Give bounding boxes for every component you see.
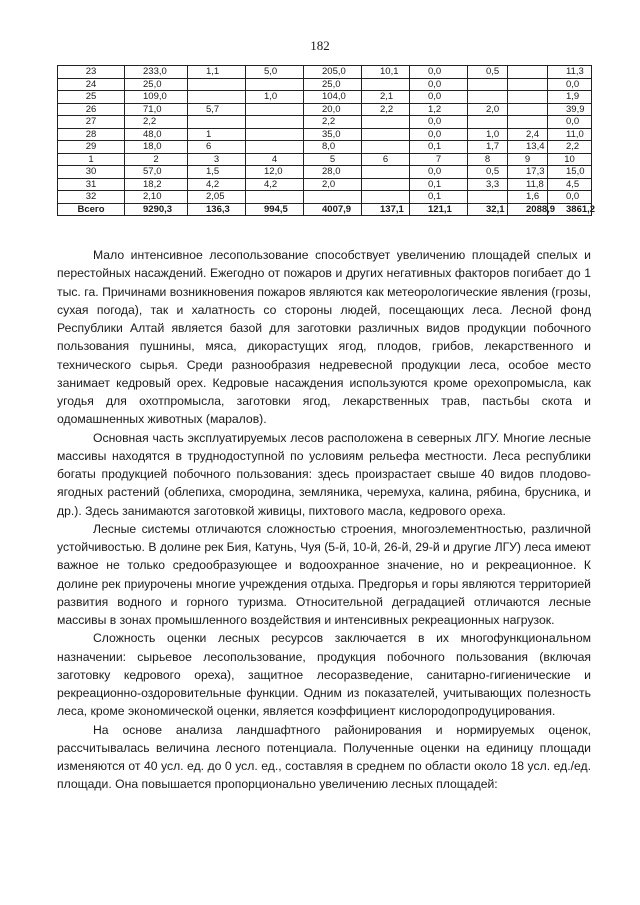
table-cell: 32 [58,191,125,204]
page-number: 182 [310,38,330,53]
table-cell: Всего [58,203,125,216]
table-cell: 0,1 [410,141,468,154]
table-cell: 6 [188,141,246,154]
table-cell [362,78,410,91]
table-cell: 3,3 [468,178,508,191]
table-row [58,178,592,191]
table-cell: 27 [58,116,125,129]
table-cell: 0,0 [548,78,592,91]
table-cell: 2,2 [125,116,188,129]
table-cell [508,78,548,91]
table-cell: 0,0 [410,66,468,79]
table-cell: 0,0 [410,91,468,104]
table-row [58,141,592,154]
table-cell: 0,1 [410,178,468,191]
table-cell: 11,8 [508,178,548,191]
table-cell [468,91,508,104]
paragraph: На основе анализа ландшафтного районирования и нормируемых оценок, рассчитывалась величина лесного потенциала. Полученные оценки на единицу площади изменяются от 40 усл. ед. до 0 усл. ед., составляя в среднем по области около 18 усл. ед./ед. площади. Она повышается пропорционально увеличению лесных площадей: [57,722,591,792]
table-cell: 4 [246,153,304,166]
table-cell: 0,0 [410,116,468,129]
table-cell [362,116,410,129]
table-cell [246,128,304,141]
table-cell: 137,1 [362,203,410,216]
table-cell: 8,0 [304,141,362,154]
table-row [58,66,592,79]
table-cell: 71,0 [125,103,188,116]
table-cell: 31 [58,178,125,191]
paragraph: Основная часть эксплуатируемых лесов расположена в северных ЛГУ. Многие лесные массивы находятся в труднодоступной по условиям рельефа местности. Леса республики богаты продукцией побочного пользования: здесь произрастает свыше 40 видов плодово-ягодных растений (облепиха, смородина, земляника, черемуха, калина, рябина, брусника, и др.). Здесь занимаются заготовкой живицы, пихтового масла, кедрового ореха. [57,430,591,518]
table-cell: 1,1 [188,66,246,79]
table-cell: 1,5 [188,166,246,179]
table-cell: 6 [362,153,410,166]
table-cell [188,78,246,91]
table-row [58,91,592,104]
table-cell: 1 [58,153,125,166]
table-cell: 11,3 [548,66,592,79]
table-cell: 4,2 [246,178,304,191]
table-cell [468,116,508,129]
table-cell: 9290,3 [125,203,188,216]
table-row [58,166,592,179]
table-cell: 4,5 [548,178,592,191]
table-cell: 2,0 [304,178,362,191]
table-cell: 5,0 [246,66,304,79]
table-cell: 1,2 [410,103,468,116]
table-cell: 9 [508,153,548,166]
table-cell: 39,9 [548,103,592,116]
table-cell [468,78,508,91]
table-cell: 2,1 [362,91,410,104]
table-cell: 10,1 [362,66,410,79]
table-cell: 0,0 [548,116,592,129]
table-cell: 0,5 [468,66,508,79]
table-cell: 30 [58,166,125,179]
table-cell: 2,2 [362,103,410,116]
table-cell: 0,0 [410,128,468,141]
table-cell: 32,1 [468,203,508,216]
table-cell [246,103,304,116]
table-cell [362,191,410,204]
table-cell: 0,5 [468,166,508,179]
table-cell: 28 [58,128,125,141]
table-cell: 4007,9 [304,203,362,216]
table-cell: 0,0 [548,191,592,204]
table-cell: 1,7 [468,141,508,154]
table-row [58,128,592,141]
table-cell: 1,0 [246,91,304,104]
table-cell: 48,0 [125,128,188,141]
table-cell: 3861,2 [548,203,592,216]
table-cell: 11,0 [548,128,592,141]
table-row [58,203,592,216]
table-cell [508,103,548,116]
table-cell: 205,0 [304,66,362,79]
table-cell: 2088,9 [508,203,548,216]
body-text [57,246,591,794]
table-cell: 17,3 [508,166,548,179]
table-cell: 7 [410,153,468,166]
table-cell: 5,7 [188,103,246,116]
table-cell: 29 [58,141,125,154]
table-cell [362,166,410,179]
table-cell: 1 [188,128,246,141]
table-cell [246,116,304,129]
table-cell: 2,2 [304,116,362,129]
table-cell: 25 [58,91,125,104]
table-cell: 23 [58,66,125,79]
table-cell: 121,1 [410,203,468,216]
table-cell: 109,0 [125,91,188,104]
table-cell [304,191,362,204]
table-cell: 1,0 [468,128,508,141]
table-cell [508,66,548,79]
table-cell [246,78,304,91]
table-cell: 24 [58,78,125,91]
table-cell [188,116,246,129]
table-cell [246,191,304,204]
table-cell: 0,0 [410,78,468,91]
table-cell: 233,0 [125,66,188,79]
table-cell: 1,9 [548,91,592,104]
table-cell: 104,0 [304,91,362,104]
table-cell: 8 [468,153,508,166]
paragraph: Сложность оценки лесных ресурсов заключается в их многофункциональном назначении: сырьевое лесопользование, продукция побочного пользования (включая заготовку кедрового ореха), защитное лесоразведение, санитарно-гигиенические и рекреационно-оздоровительные функции. Одним из показателей, учитывающих полезность леса, кроме экономической оценки, является коэффициент кислородопродуцирования. [57,631,591,719]
table-cell: 2,05 [188,191,246,204]
table-cell: 10 [548,153,592,166]
table-body [58,66,596,216]
paragraph: Мало интенсивное лесопользование способствует увеличению площадей спелых и перестойных насаждений. Ежегодно от пожаров и других негативных факторов погибает до 1 тыс. га. Причинами возникновения пожаров являются как метеорологические явления (грозы, сухая погода), так и халатность со стороны людей, посещающих леса. Лесной фонд Республики Алтай является базой для заготовки различных видов продукции побочного пользования пушнины, мяса, дикорастущих ягод, плодов, грибов, лекарственного и технического сырья. Среди разнообразия недревесной продукции леса, особое место занимает кедровый орех. Кедровые насаждения используются кроме орехопромысла, как угодья для охотпромысла, заготовки ягод, лекарственных трав, пастьбы скота и одомашненных животных (маралов). [57,248,591,427]
table-cell: 1,6 [508,191,548,204]
table-row [58,78,592,91]
table-cell: 4,2 [188,178,246,191]
table-cell [246,141,304,154]
table-cell: 0,1 [410,191,468,204]
table-cell [362,141,410,154]
table-cell: 2 [125,153,188,166]
table-cell: 28,0 [304,166,362,179]
table-cell: 2,2 [548,141,592,154]
data-table [57,65,596,216]
table-cell: 2,0 [468,103,508,116]
table-cell: 20,0 [304,103,362,116]
table-row [58,153,592,166]
table-cell: 3 [188,153,246,166]
table-cell: 57,0 [125,166,188,179]
table-cell: 25,0 [125,78,188,91]
table-cell: 13,4 [508,141,548,154]
table-cell [362,178,410,191]
table-row [58,116,592,129]
table-cell [188,91,246,104]
table-cell [508,91,548,104]
table-cell: 35,0 [304,128,362,141]
table-row [58,191,592,204]
table-cell [362,128,410,141]
table-row [58,103,592,116]
table-cell: 2,4 [508,128,548,141]
table-cell: 0,0 [410,166,468,179]
table-cell: 12,0 [246,166,304,179]
table-cell: 136,3 [188,203,246,216]
table-cell: 18,2 [125,178,188,191]
table-cell: 994,5 [246,203,304,216]
table-cell: 26 [58,103,125,116]
table-cell: 2,10 [125,191,188,204]
paragraph: Лесные системы отличаются сложностью строения, многоэлементностью, различной устойчивостью. В долине рек Бия, Катунь, Чуя (5-й, 10-й, 26-й, 29-й и другие ЛГУ) леса имеют важное не только средообразующее и водоохранное значение, но и рекреационное. К долине рек приурочены многие учреждения отдыха. Предгорья и горы являются территорией развития водного и горного туризма. Относительной деградацией отличаются лесные массивы в зонах промышленного воздействия и интенсивных рекреационных нагрузок. [57,521,591,627]
table-cell [508,116,548,129]
table-cell: 15,0 [548,166,592,179]
table-cell [468,191,508,204]
table-cell: 25,0 [304,78,362,91]
table-cell: 18,0 [125,141,188,154]
table-cell: 5 [304,153,362,166]
